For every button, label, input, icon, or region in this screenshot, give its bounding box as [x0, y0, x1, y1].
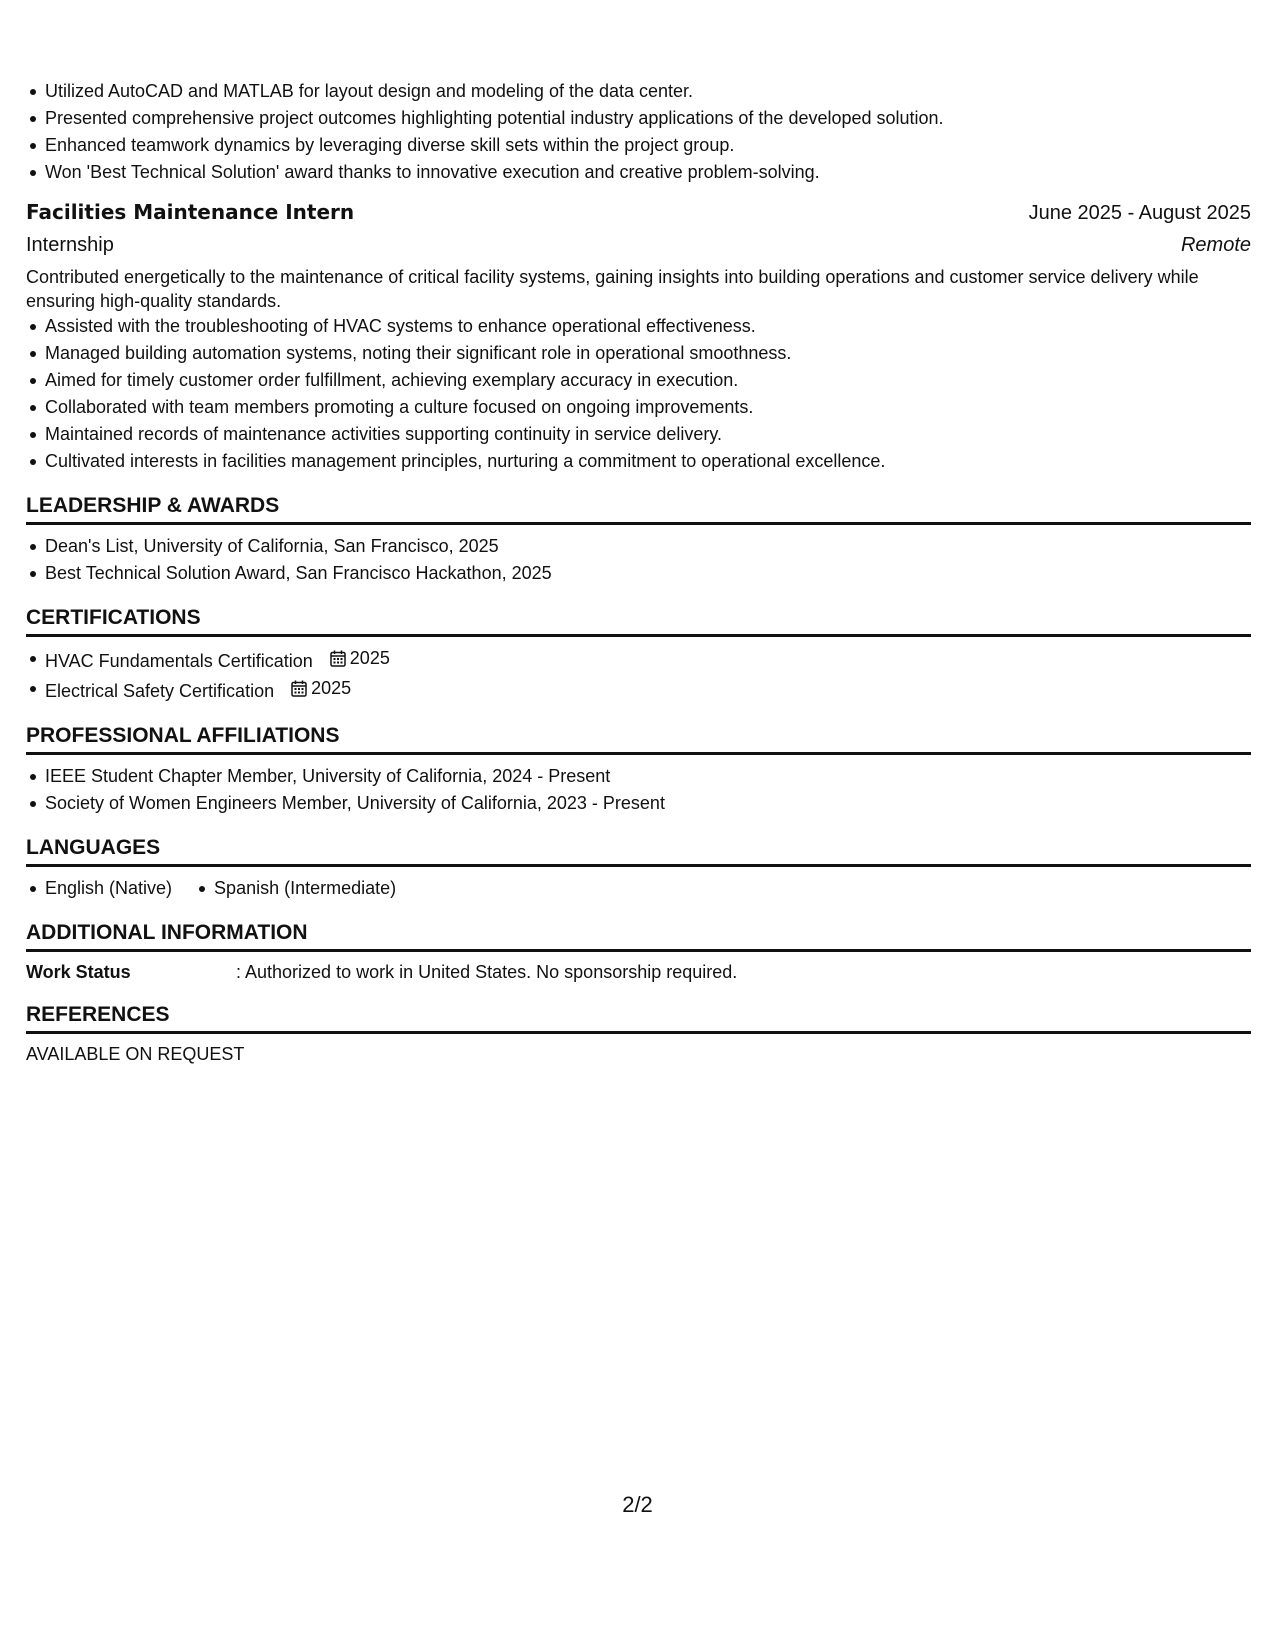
project-bullet-list	[26, 78, 1251, 186]
references-text: AVAILABLE ON REQUEST	[26, 1044, 245, 1064]
resume-page	[26, 78, 1251, 1066]
work-status-label: Work Status	[26, 962, 131, 982]
certification-date	[291, 675, 351, 702]
list-item: Managed building automation systems, noting their significant role in operational smoothness.	[45, 340, 1251, 367]
section-heading-affiliations: PROFESSIONAL AFFILIATIONS	[26, 722, 1251, 755]
job-title: Facilities Maintenance Intern	[26, 200, 355, 224]
languages-list	[26, 875, 1251, 902]
section-heading-leadership: LEADERSHIP & AWARDS	[26, 492, 1251, 525]
calendar-icon	[291, 680, 307, 697]
section-heading-additional-information: ADDITIONAL INFORMATION	[26, 919, 1251, 952]
work-status-value: : Authorized to work in United States. No sponsorship required.	[236, 962, 738, 982]
calendar-icon	[330, 650, 346, 667]
list-item	[45, 675, 1251, 705]
list-item: Maintained records of maintenance activities supporting continuity in service delivery.	[45, 421, 1251, 448]
job-subheader	[26, 229, 1251, 261]
affiliations-list	[26, 763, 1251, 817]
job-description: Contributed energetically to the maintenance of critical facility systems, gaining insights into building operations and customer service delivery while ensuring high-quality standards.	[26, 267, 1199, 311]
list-item: Spanish (Intermediate)	[214, 875, 396, 902]
certification-date	[330, 645, 390, 672]
leadership-list	[26, 533, 1251, 587]
list-item: Cultivated interests in facilities management principles, nurturing a commitment to operational excellence.	[45, 448, 1251, 475]
job-header	[26, 196, 1251, 229]
page-number: 2/2	[622, 1492, 653, 1517]
work-status-row	[26, 960, 1251, 984]
job-dates: June 2025 - August 2025	[1028, 202, 1251, 224]
list-item: Won 'Best Technical Solution' award thanks to innovative execution and creative problem-solving.	[45, 159, 1251, 186]
list-item: Aimed for timely customer order fulfillment, achieving exemplary accuracy in execution.	[45, 367, 1251, 394]
certification-name: Electrical Safety Certification	[45, 681, 275, 701]
list-item: English (Native)	[45, 875, 172, 902]
list-item: Enhanced teamwork dynamics by leveraging diverse skill sets within the project group.	[45, 132, 1251, 159]
certification-year: 2025	[311, 678, 352, 698]
list-item: Utilized AutoCAD and MATLAB for layout design and modeling of the data center.	[45, 78, 1251, 105]
job-location: Remote	[1180, 234, 1251, 256]
list-item: Best Technical Solution Award, San Francisco Hackathon, 2025	[45, 560, 1251, 587]
list-item: Presented comprehensive project outcomes highlighting potential industry applications of the developed solution.	[45, 105, 1251, 132]
list-item: Collaborated with team members promoting a culture focused on ongoing improvements.	[45, 394, 1251, 421]
certification-name: HVAC Fundamentals Certification	[45, 651, 313, 671]
section-heading-languages: LANGUAGES	[26, 834, 1251, 867]
job-bullet-list	[26, 313, 1251, 475]
list-item	[45, 645, 1251, 675]
section-heading-references: REFERENCES	[26, 1001, 1251, 1034]
job-type: Internship	[26, 234, 114, 256]
section-heading-certifications: CERTIFICATIONS	[26, 604, 1251, 637]
list-item: Dean's List, University of California, San Francisco, 2025	[45, 533, 1251, 560]
list-item: Assisted with the troubleshooting of HVAC systems to enhance operational effectiveness.	[45, 313, 1251, 340]
list-item: IEEE Student Chapter Member, University of California, 2024 - Present	[45, 763, 1251, 790]
certifications-list	[26, 645, 1251, 705]
certification-year: 2025	[349, 648, 390, 668]
list-item: Society of Women Engineers Member, University of California, 2023 - Present	[45, 790, 1251, 817]
